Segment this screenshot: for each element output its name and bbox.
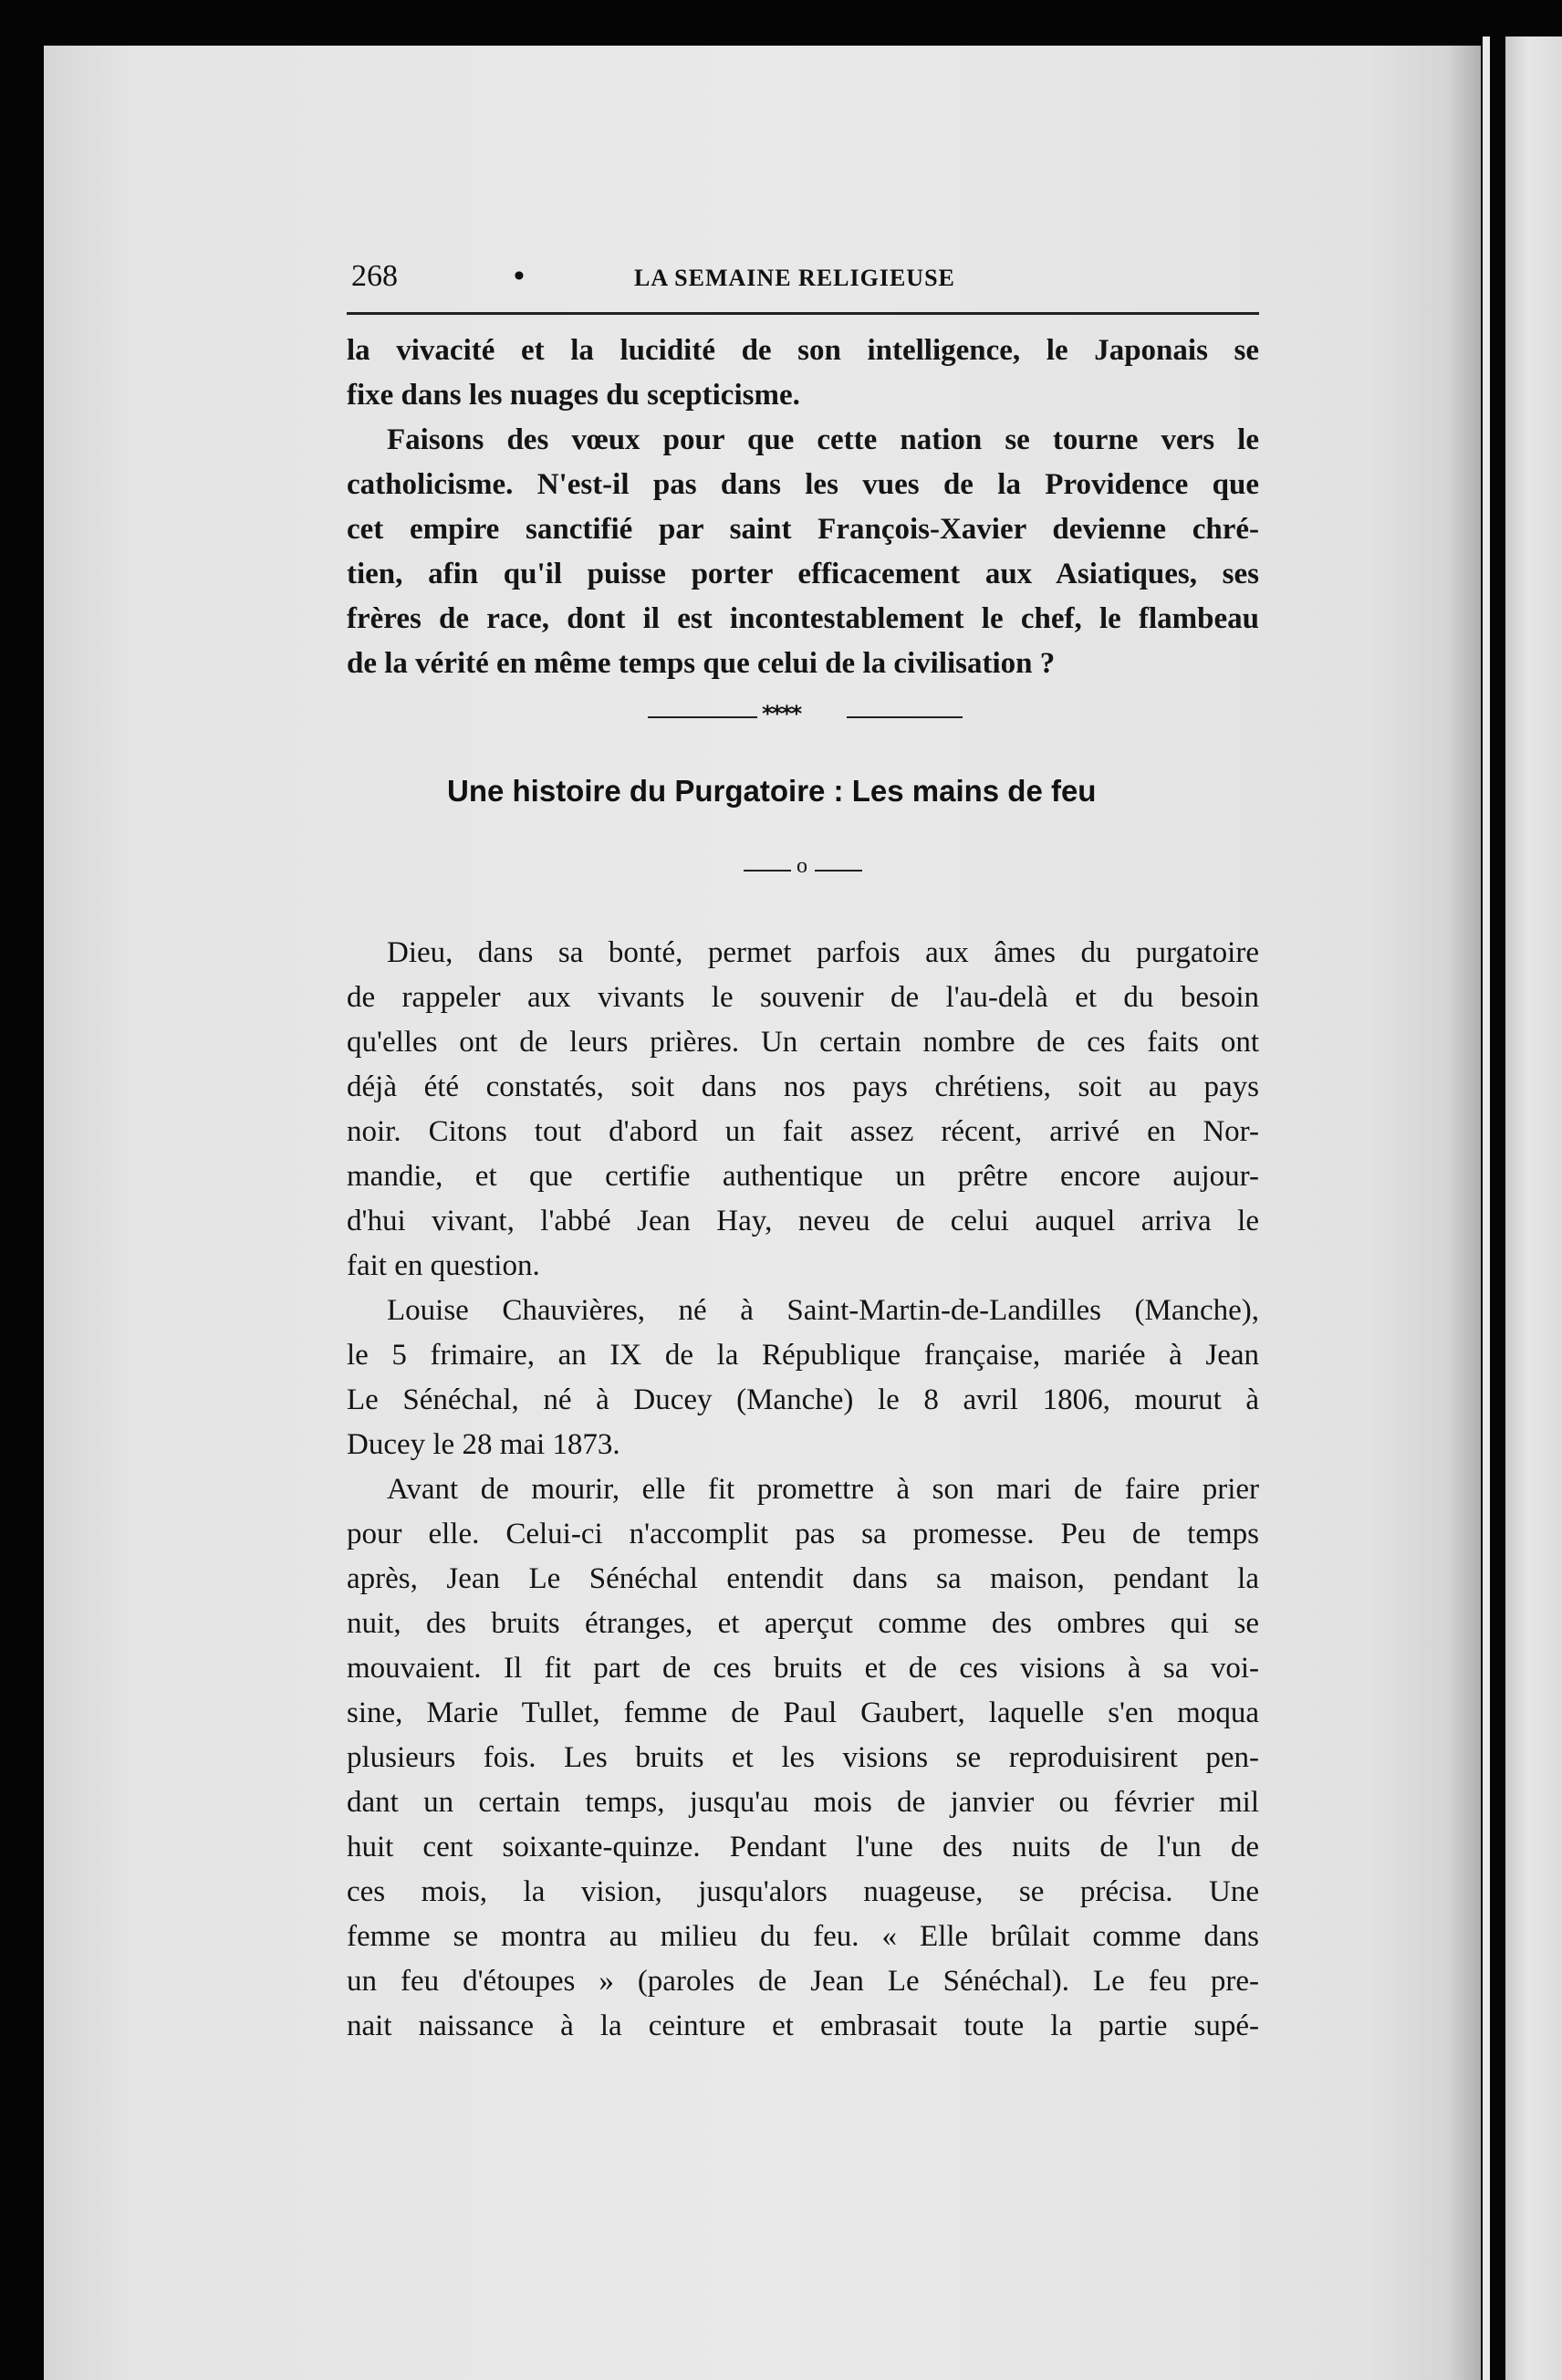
- header-dot: •: [514, 259, 525, 293]
- page-gutter: [1483, 37, 1490, 2380]
- running-header: [351, 258, 1255, 304]
- ornament-stars: ****: [762, 701, 801, 726]
- text-line: après, Jean Le Sénéchal entendit dans sa maison, pendant la: [347, 1562, 1259, 1595]
- text-line: un feu d'étoupes » (paroles de Jean Le Sénéchal). Le feu pre-: [347, 1965, 1259, 1998]
- intro-paragraph-2: [347, 418, 1259, 686]
- text-line: Louise Chauvières, né à Saint-Martin-de-Landilles (Manche),: [387, 1294, 1259, 1327]
- text-line: ces mois, la vision, jusqu'alors nuageuse, se précisa. Une: [347, 1875, 1259, 1908]
- text-line: Ducey le 28 mai 1873.: [347, 1428, 620, 1461]
- body-paragraph-1: [347, 931, 1259, 1289]
- ornament-rule-left: [648, 716, 757, 718]
- text-line: fait en question.: [347, 1249, 540, 1282]
- intro-paragraph-1: [347, 329, 1259, 418]
- text-line: de la vérité en même temps que celui de la civilisation ?: [347, 647, 1056, 680]
- title-separator: [744, 856, 880, 883]
- separator-mark: o: [797, 854, 807, 878]
- text-line: cet empire sanctifié par saint François-Xavier devienne chré-: [347, 513, 1259, 546]
- text-line: catholicisme. N'est-il pas dans les vues de la Providence que: [347, 468, 1259, 501]
- text-line: dant un certain temps, jusqu'au mois de janvier ou février mil: [347, 1786, 1259, 1819]
- text-line: femme se montra au milieu du feu. « Elle brûlait comme dans: [347, 1920, 1259, 1953]
- text-line: Faisons des vœux pour que cette nation se tourne vers le: [387, 423, 1259, 456]
- text-line: noir. Citons tout d'abord un fait assez récent, arrivé en Nor-: [347, 1115, 1259, 1148]
- header-title: LA SEMAINE RELIGIEUSE: [634, 265, 955, 291]
- text-line: Dieu, dans sa bonté, permet parfois aux âmes du purgatoire: [387, 936, 1259, 969]
- section-ornament: [648, 703, 963, 730]
- body-paragraph-3: [347, 1467, 1259, 2049]
- text-line: Avant de mourir, elle fit promettre à son mari de faire prier: [387, 1473, 1259, 1506]
- text-line: sine, Marie Tullet, femme de Paul Gaubert, laquelle s'en moqua: [347, 1696, 1259, 1729]
- page-number: 268: [351, 259, 398, 293]
- text-line: le 5 frimaire, an IX de la République française, mariée à Jean: [347, 1339, 1259, 1372]
- separator-rule-left: [744, 870, 791, 872]
- text-line: nuit, des bruits étranges, et aperçut comme des ombres qui se: [347, 1607, 1259, 1640]
- separator-rule-right: [815, 870, 862, 872]
- section-title: Une histoire du Purgatoire : Les mains de feu: [447, 774, 1097, 808]
- text-line: plusieurs fois. Les bruits et les visions se reproduisirent pen-: [347, 1741, 1259, 1774]
- facing-page-edge: [1505, 37, 1562, 2380]
- header-rule: [347, 312, 1259, 315]
- text-line: mouvaient. Il fit part de ces bruits et de ces visions à sa voi-: [347, 1652, 1259, 1685]
- text-line: tien, afin qu'il puisse porter efficacement aux Asiatiques, ses: [347, 558, 1259, 590]
- text-line: mandie, et que certifie authentique un prêtre encore aujour-: [347, 1160, 1259, 1193]
- text-line: déjà été constatés, soit dans nos pays chrétiens, soit au pays: [347, 1070, 1259, 1103]
- text-line: frères de race, dont il est incontestablement le chef, le flambeau: [347, 602, 1259, 635]
- text-line: fixe dans les nuages du scepticisme.: [347, 379, 800, 412]
- text-line: qu'elles ont de leurs prières. Un certain nombre de ces faits ont: [347, 1026, 1259, 1059]
- text-line: huit cent soixante-quinze. Pendant l'une des nuits de l'un de: [347, 1831, 1259, 1863]
- text-line: d'hui vivant, l'abbé Jean Hay, neveu de celui auquel arriva le: [347, 1205, 1259, 1237]
- body-paragraph-2: [347, 1289, 1259, 1467]
- text-line: Le Sénéchal, né à Ducey (Manche) le 8 avril 1806, mourut à: [347, 1383, 1259, 1416]
- text-line: la vivacité et la lucidité de son intelligence, le Japonais se: [347, 334, 1259, 367]
- ornament-rule-right: [847, 716, 963, 718]
- text-line: de rappeler aux vivants le souvenir de l'au-delà et du besoin: [347, 981, 1259, 1014]
- text-line: pour elle. Celui-ci n'accomplit pas sa promesse. Peu de temps: [347, 1518, 1259, 1550]
- text-line: nait naissance à la ceinture et embrasait toute la partie supé-: [347, 2009, 1259, 2042]
